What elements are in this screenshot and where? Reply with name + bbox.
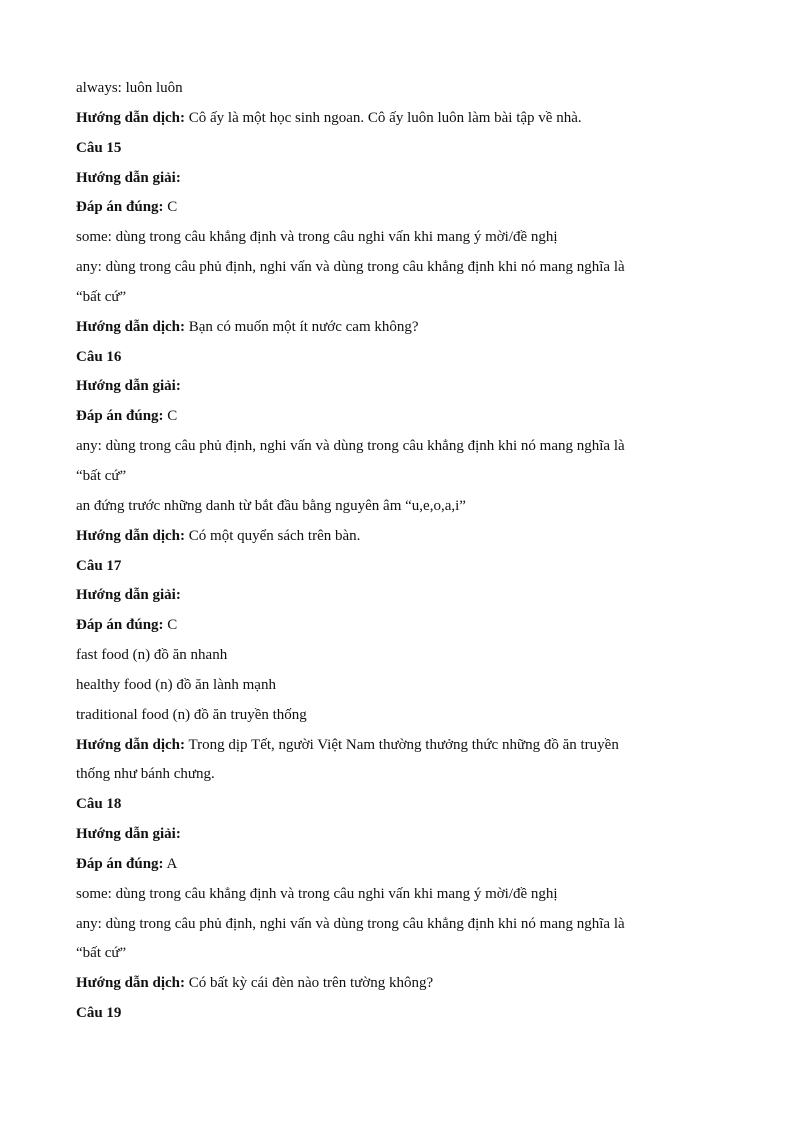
answer-value: C: [167, 617, 178, 634]
solution-heading: Hướng dẫn giải:: [76, 169, 181, 186]
question-heading: Câu 15: [76, 139, 122, 156]
translation-label: Hướng dẫn dịch:: [76, 318, 186, 335]
question-heading: Câu 18: [76, 796, 122, 813]
note-line: healthy food (n) đồ ăn lành mạnh: [76, 676, 276, 693]
note-line: “bất cứ”: [76, 945, 127, 962]
answer-value: C: [167, 199, 178, 216]
answer-label: Đáp án đúng:: [76, 199, 164, 216]
translation-line: [76, 969, 726, 999]
solution-heading: Hướng dẫn giải:: [76, 826, 181, 843]
translation-text: Cô ấy là một học sinh ngoan. Cô ấy luôn luôn làm bài tập về nhà.: [188, 109, 582, 126]
translation-line: [76, 522, 726, 552]
answer-label: Đáp án đúng:: [76, 617, 164, 634]
translation-continuation: thống như bánh chưng.: [76, 766, 215, 783]
question-heading: Câu 17: [76, 557, 122, 574]
translation-text: Bạn có muốn một ít nước cam không?: [188, 318, 419, 335]
note-line: some: dùng trong câu khẳng định và trong câu nghi vấn khi mang ý mời/đề nghị: [76, 885, 558, 902]
note-line: “bất cứ”: [76, 467, 127, 484]
note-line: “bất cứ”: [76, 288, 127, 305]
note-line: some: dùng trong câu khẳng định và trong câu nghi vấn khi mang ý mời/đề nghị: [76, 229, 558, 246]
translation-label: Hướng dẫn dịch:: [76, 975, 186, 992]
translation-label: Hướng dẫn dịch:: [76, 527, 186, 544]
translation-text: Trong dịp Tết, người Việt Nam thường thưởng thức những đồ ăn truyền: [188, 736, 619, 753]
solution-heading: Hướng dẫn giải:: [76, 378, 181, 395]
translation-label: Hướng dẫn dịch:: [76, 109, 186, 126]
note-line: an đứng trước những danh từ bắt đầu bằng nguyên âm “u,e,o,a,i”: [76, 497, 466, 514]
answer-line: [76, 611, 726, 641]
answer-label: Đáp án đúng:: [76, 855, 164, 872]
document-page: [76, 74, 726, 1029]
translation-text: Có một quyển sách trên bàn.: [188, 527, 361, 544]
answer-line: [76, 850, 726, 880]
translation-line: [76, 313, 726, 343]
question-heading: Câu 19: [76, 1005, 122, 1022]
note-line: fast food (n) đồ ăn nhanh: [76, 647, 228, 664]
translation-label: Hướng dẫn dịch:: [76, 736, 186, 753]
answer-line: [76, 193, 726, 223]
vocab-line: [76, 74, 726, 104]
note-line: any: dùng trong câu phủ định, nghi vấn và dùng trong câu khẳng định khi nó mang nghĩa là: [76, 259, 625, 276]
translation-line: [76, 104, 726, 134]
answer-label: Đáp án đúng:: [76, 408, 164, 425]
translation-line: [76, 731, 726, 761]
answer-value: C: [167, 408, 178, 425]
note-line: any: dùng trong câu phủ định, nghi vấn và dùng trong câu khẳng định khi nó mang nghĩa là: [76, 438, 625, 455]
solution-heading: Hướng dẫn giải:: [76, 587, 181, 604]
vocab-text: always: luôn luôn: [76, 80, 183, 96]
note-line: any: dùng trong câu phủ định, nghi vấn và dùng trong câu khẳng định khi nó mang nghĩa là: [76, 915, 625, 932]
note-line: traditional food (n) đồ ăn truyền thống: [76, 706, 307, 723]
answer-value: A: [166, 855, 178, 872]
translation-text: Có bất kỳ cái đèn nào trên tường không?: [188, 975, 434, 992]
answer-line: [76, 402, 726, 432]
question-heading: Câu 16: [76, 348, 122, 365]
